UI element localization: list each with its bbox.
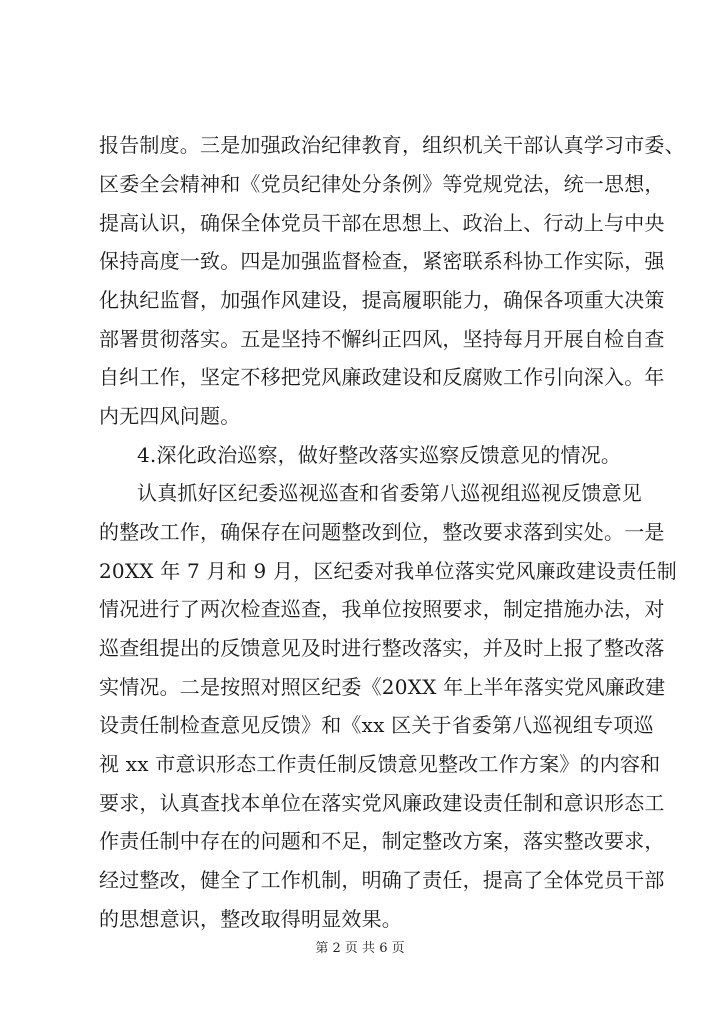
text-line: 保持高度一致。四是加强监督检查，紧密联系科协工作实际，强 bbox=[99, 249, 665, 273]
text-line: 视 xx 市意识形态工作责任制反馈意见整改工作方案》的内容和 bbox=[99, 752, 661, 776]
text-line: 实情况。二是按照对照区纪委《20XX 年上半年落实党风廉政建 bbox=[99, 675, 666, 699]
text-line: 认真抓好区纪委巡视巡查和省委第八巡视组巡视反馈意见 bbox=[137, 481, 642, 505]
text-line: 提高认识，确保全体党员干部在思想上、政治上、行动上与中央 bbox=[99, 211, 665, 235]
text-line: 巡查组提出的反馈意见及时进行整改落实，并及时上报了整改落 bbox=[99, 636, 665, 660]
text-line: 情况进行了两次检查巡查，我单位按照要求，制定措施办法，对 bbox=[99, 597, 665, 621]
text-line: 内无四风问题。 bbox=[99, 404, 241, 428]
text-line: 设责任制检查意见反馈》和《xx 区关于省委第八巡视组专项巡 bbox=[99, 713, 654, 737]
text-line: 部署贯彻落实。五是坚持不懈纠正四风，坚持每月开展自检自查 bbox=[99, 327, 665, 351]
page-number-footer: 第 2 页 共 6 页 bbox=[315, 941, 405, 956]
text-line: 要求，认真查找本单位在落实党风廉政建设责任制和意识形态工 bbox=[99, 791, 665, 815]
text-line: 的思想意识，整改取得明显效果。 bbox=[99, 907, 402, 931]
text-line: 自纠工作，坚定不移把党风廉政建设和反腐败工作引向深入。年 bbox=[99, 365, 665, 389]
text-line: 作责任制中存在的问题和不足，制定整改方案，落实整改要求， bbox=[99, 829, 665, 853]
text-line: 区委全会精神和《党员纪律处分条例》等党规党法，统一思想， bbox=[99, 172, 665, 196]
text-line: 报告制度。三是加强政治纪律教育，组织机关干部认真学习市委、 bbox=[99, 133, 685, 157]
text-line: 的整改工作，确保存在问题整改到位，整改要求落到实处。一是 bbox=[99, 520, 665, 544]
text-line: 化执纪监督，加强作风建设，提高履职能力，确保各项重大决策 bbox=[99, 288, 665, 312]
text-line: 经过整改，健全了工作机制，明确了责任，提高了全体党员干部 bbox=[99, 868, 665, 892]
section-heading: 4.深化政治巡察，做好整改落实巡察反馈意见的情况。 bbox=[137, 443, 622, 467]
text-line: 20XX 年 7 月和 9 月，区纪委对我单位落实党风廉政建设责任制 bbox=[99, 559, 677, 583]
